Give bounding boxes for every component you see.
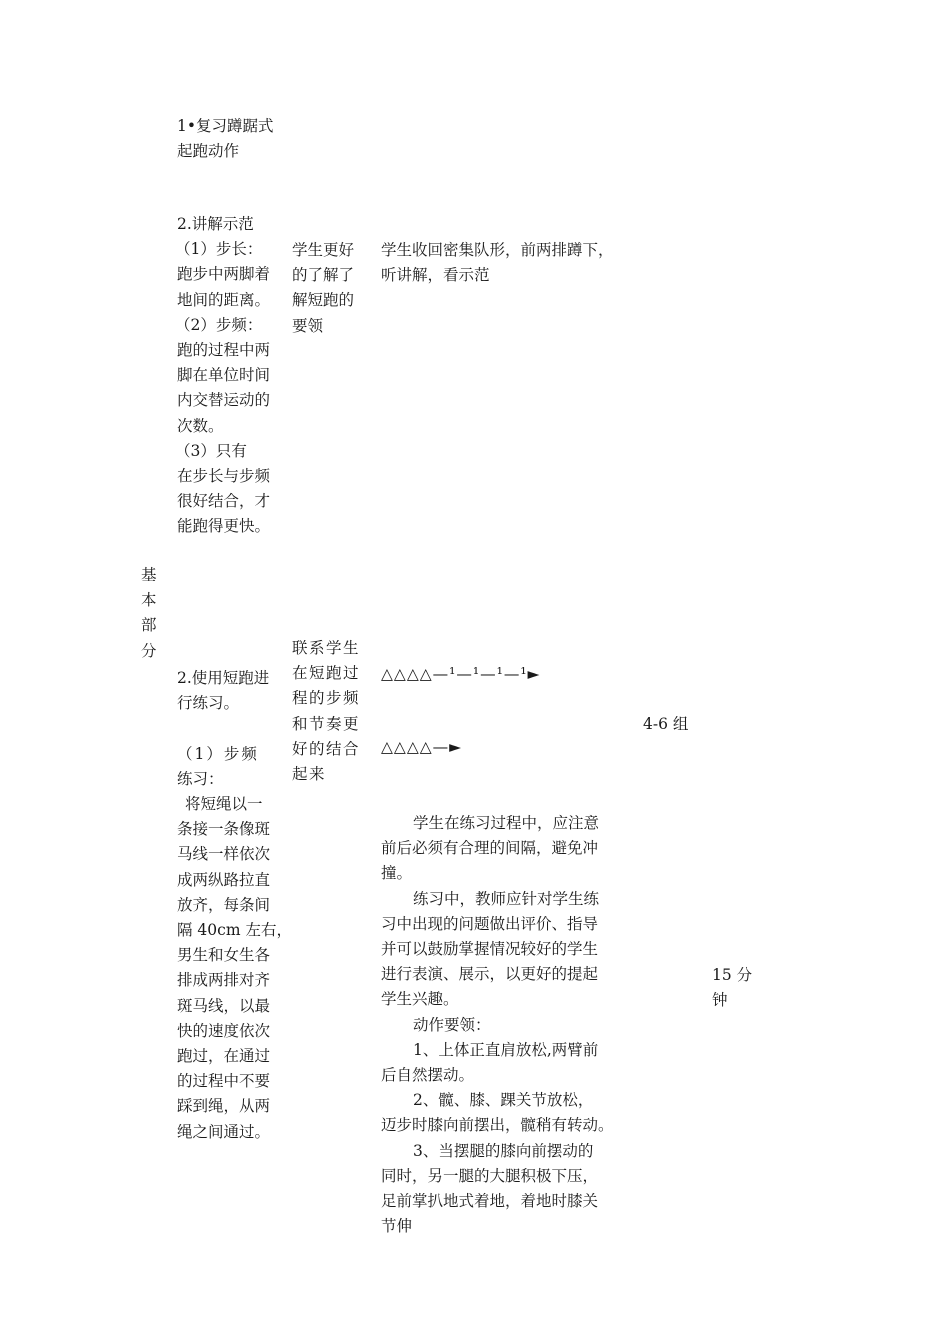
text-line: 并可以鼓励掌握情况较好的学生 <box>381 940 599 959</box>
text-line: 和节奏更 <box>292 714 361 733</box>
method-notes <box>381 811 614 1239</box>
text-line: 2.讲解示范 <box>177 215 254 233</box>
text-line: 学生收回密集队形，前两排蹲下， <box>381 241 614 259</box>
text-line: 男生和女生各 <box>177 946 271 965</box>
text-line: 好的结合 <box>292 739 361 758</box>
text-line: 动作要领： <box>413 1015 491 1034</box>
text-line: 脚在单位时间 <box>177 366 271 385</box>
text-line: 放齐，每条间 <box>177 895 271 914</box>
goal-understand <box>292 238 354 339</box>
text-line: 2、髋、膝、踝关节放松， <box>413 1091 594 1110</box>
groups-value <box>643 712 688 737</box>
goal-combine <box>292 636 360 787</box>
text-line: 要领 <box>292 316 324 335</box>
text-line: 学生在练习过程中，应注意 <box>413 814 600 832</box>
text-line: 的了解了 <box>292 266 355 285</box>
text-line: 1、上体正直肩放松,两臂前 <box>413 1040 599 1059</box>
section-label-char: 分 <box>141 641 157 660</box>
text-line: （1）步长： <box>175 240 263 259</box>
text-line: 习中出现的问题做出评价、指导 <box>381 914 599 933</box>
text-line: 进行表演、展示，以更好的提起 <box>381 965 599 984</box>
text-line: 钟 <box>712 991 728 1010</box>
content-review <box>177 114 274 164</box>
text-line: 行练习。 <box>177 694 240 713</box>
text-line: 4-6 组 <box>643 715 689 733</box>
formation-diagram-1 <box>381 662 540 687</box>
text-line: 能跑得更快。 <box>177 517 271 536</box>
text-line: 练习： <box>177 769 224 788</box>
text-line: 在步长与步频 <box>177 467 271 486</box>
text-line: 隔 40cm 左右， <box>177 921 292 940</box>
content-explain <box>177 212 270 540</box>
formation-diagram-2 <box>381 735 462 760</box>
text-line: 在短跑过 <box>292 664 361 683</box>
text-line: 后自然摆动。 <box>381 1066 475 1085</box>
text-line: 听讲解，看示范 <box>381 266 490 285</box>
text-line: （1）步频 <box>177 744 259 763</box>
text-line: 跑过，在通过 <box>177 1047 271 1066</box>
content-practice <box>177 666 292 1145</box>
method-formation <box>381 238 614 288</box>
text-line: 撞。 <box>381 864 413 883</box>
text-line: 绳之间通过。 <box>177 1122 271 1141</box>
duration-value <box>712 963 752 1013</box>
text-line: 同时，另一腿的大腿积极下压， <box>381 1166 599 1185</box>
section-label-char: 部 <box>141 616 157 635</box>
text-line: 起来 <box>292 765 327 784</box>
text-line: 很好结合，才 <box>177 492 271 511</box>
text-line: 马线一样依次 <box>177 845 271 864</box>
text-line: 足前掌扒地式着地，着地时膝关 <box>381 1192 599 1211</box>
section-label <box>141 563 157 664</box>
text-line: 将短绳以一 <box>185 795 263 813</box>
text-line: 的过程中不要 <box>177 1072 271 1091</box>
text-line: 联系学生 <box>292 639 361 657</box>
text-line: 15 分 <box>712 966 753 984</box>
text-line: 次数。 <box>177 416 224 435</box>
text-line: 起跑动作 <box>177 142 240 161</box>
section-label-char: 本 <box>141 591 157 610</box>
text-line: 程的步频 <box>292 689 361 708</box>
text-line: 跑步中两脚着 <box>177 265 271 284</box>
text-line: （3）只有 <box>175 441 247 460</box>
text-line: 内交替运动的 <box>177 391 271 410</box>
text-line: 学生兴趣。 <box>381 990 459 1009</box>
text-line: 跑的过程中两 <box>177 341 271 360</box>
diagram-line: △△△△—¹—¹—¹—¹► <box>381 665 541 683</box>
text-line: 2.使用短跑进 <box>177 669 270 687</box>
text-line: 踩到绳，从两 <box>177 1097 271 1116</box>
text-line: 迈步时膝向前摆出，髋稍有转动。 <box>381 1116 614 1135</box>
text-line: 1•复习蹲踞式 <box>177 117 274 135</box>
text-line: 学生更好 <box>292 241 355 259</box>
text-line: 条接一条像斑 <box>177 820 271 839</box>
text-line: 3、当摆腿的膝向前摆动的 <box>413 1141 594 1160</box>
text-line: 节伸 <box>381 1217 413 1236</box>
section-label-char: 基 <box>141 566 157 584</box>
text-line: （2）步频： <box>175 315 263 334</box>
text-line: 成两纵路拉直 <box>177 870 271 889</box>
diagram-line: △△△△—► <box>381 738 463 756</box>
text-line: 练习中，教师应针对学生练 <box>413 889 600 908</box>
text-line <box>177 716 292 741</box>
text-line: 解短跑的 <box>292 291 355 310</box>
text-line: 前后必须有合理的间隔，避免冲 <box>381 839 599 858</box>
text-line: 快的速度依次 <box>177 1021 271 1040</box>
text-line: 斑马线，以最 <box>177 996 271 1015</box>
text-line: 排成两排对齐 <box>177 971 271 990</box>
text-line: 地间的距离。 <box>177 290 271 309</box>
